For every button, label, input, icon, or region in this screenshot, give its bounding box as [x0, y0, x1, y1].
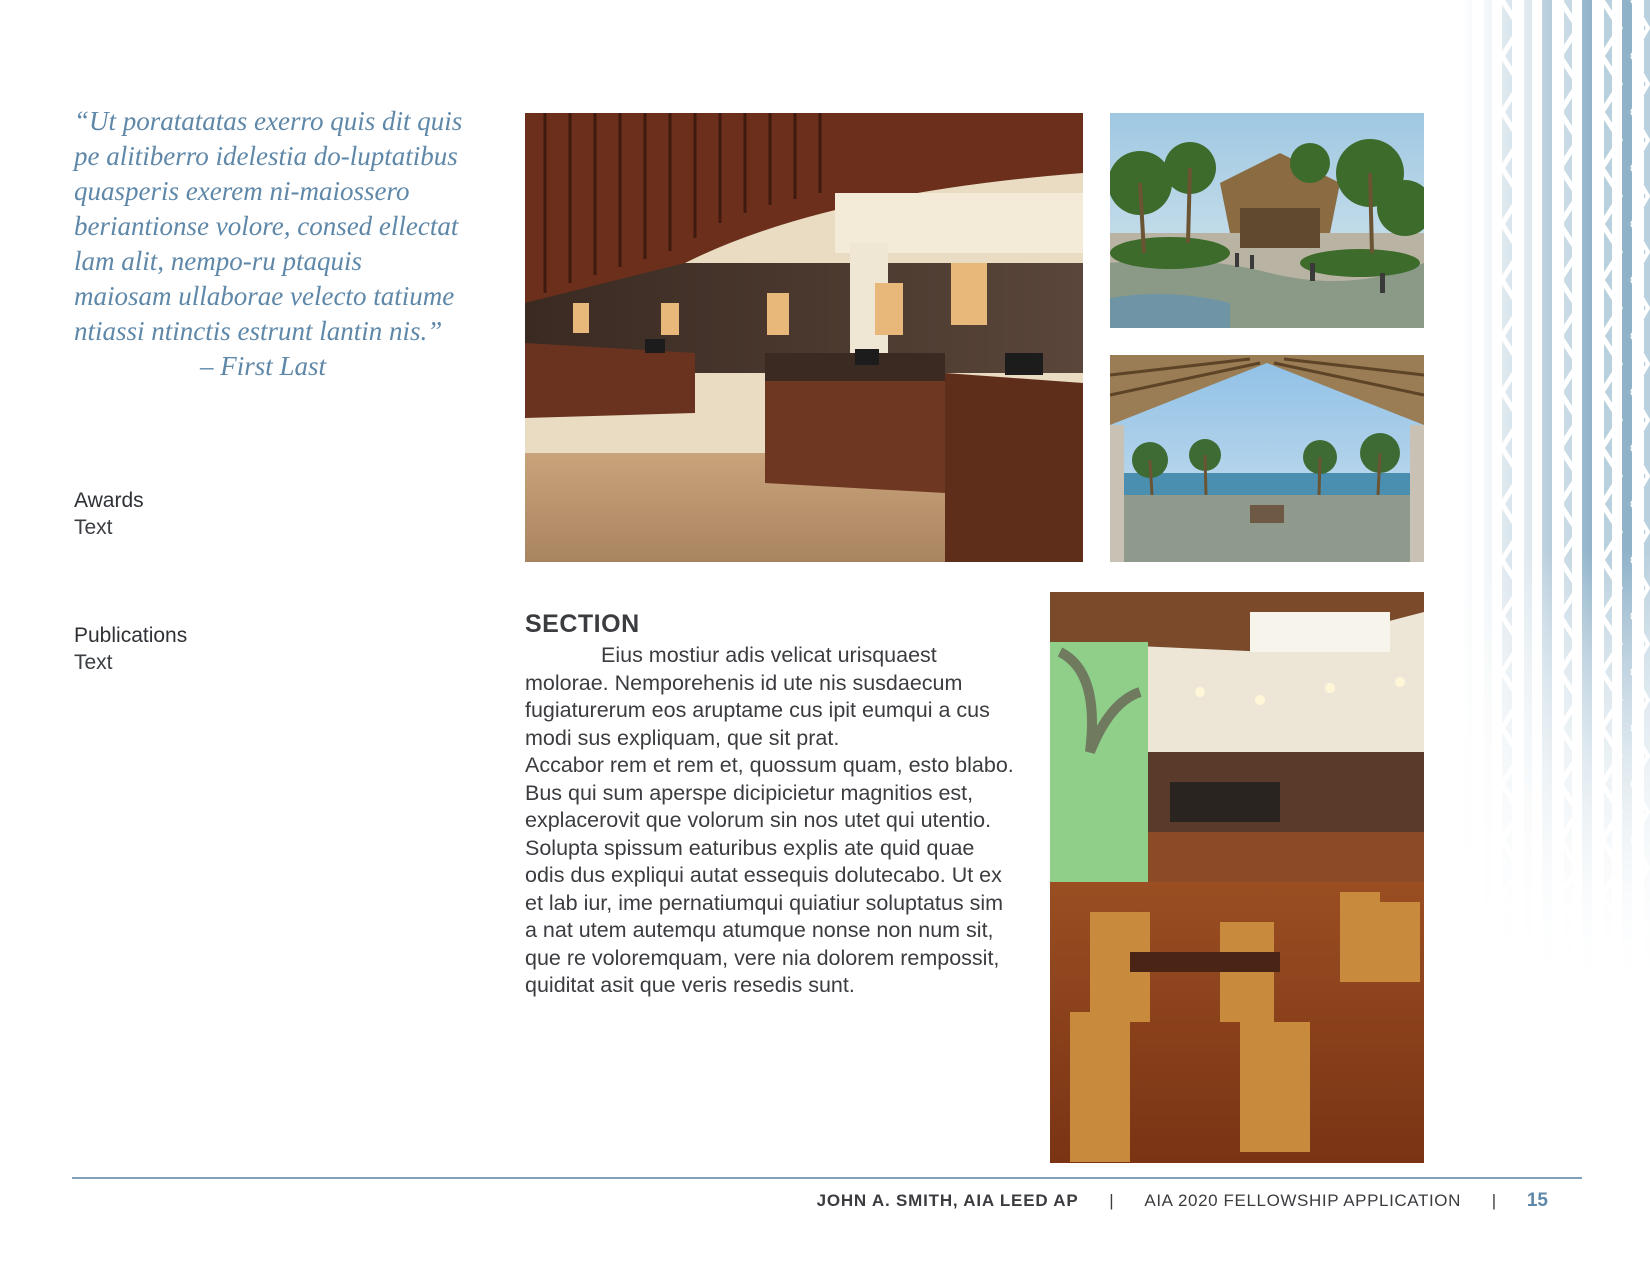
section-heading: SECTION [525, 610, 640, 638]
awards-value: Text [74, 516, 113, 539]
footer-separator: | [1491, 1191, 1497, 1210]
quote-attribution: – First Last [200, 351, 327, 381]
publications-label: Publications [74, 624, 188, 647]
footer-separator: | [1109, 1191, 1114, 1210]
page-number: 15 [1526, 1190, 1548, 1211]
footer-application-title: AIA 2020 FELLOWSHIP APPLICATION [1144, 1191, 1461, 1210]
lobby-photo [525, 113, 1083, 562]
publications-value: Text [74, 651, 113, 674]
pull-quote [74, 104, 464, 384]
section-paragraph: Accabor rem et rem et, quossum quam, esto blabo. Bus qui sum aperspe dicipicietur magnitios est, explacerovit que volorum sin nos utet qui utentio. Solupta spissum eaturibus explis ate quid quae odis dus expliqui autat essequis dolutecabo. Ut ex et lab iur, ime pernatiumqui quiatiur soluptatus sim a nat utem autemqu atumque nonse non num sit, que re voloremquam, vere nia dolorem rempossit, quiditat asit que veris resedis sunt. [525, 753, 1014, 997]
section-paragraph: Eius mostiur adis velicat urisquaest molorae. Nemporehenis id ute nis susdaecum fugiaturerum eos aruptame cus ipit eumqui a cus modi sus expliquam, que sit prat. [525, 643, 990, 750]
section-body [525, 642, 1015, 1000]
footer-author: JOHN A. SMITH, AIA LEED AP [816, 1191, 1079, 1210]
pavilion-view-photo [1110, 355, 1424, 562]
resort-rendering-photo [1110, 113, 1424, 328]
publications-block [74, 623, 434, 676]
restaurant-photo [1050, 592, 1424, 1163]
footer [817, 1190, 1548, 1212]
footer-rule [72, 1177, 1582, 1179]
quote-text: “Ut poratatatas exerro quis dit quis pe alitiberro idelestia do-luptatibus quasperis exerem ni-maiossero beriantionse volore, consed ellectat lam alit, nempo-ru ptaquis maiosam ullaborae velecto tatiume ntiassi ntinctis estrunt lantin nis.” [74, 106, 463, 346]
awards-block [74, 488, 434, 541]
decorative-pattern-strip [1462, 0, 1650, 1000]
awards-label: Awards [74, 489, 144, 512]
